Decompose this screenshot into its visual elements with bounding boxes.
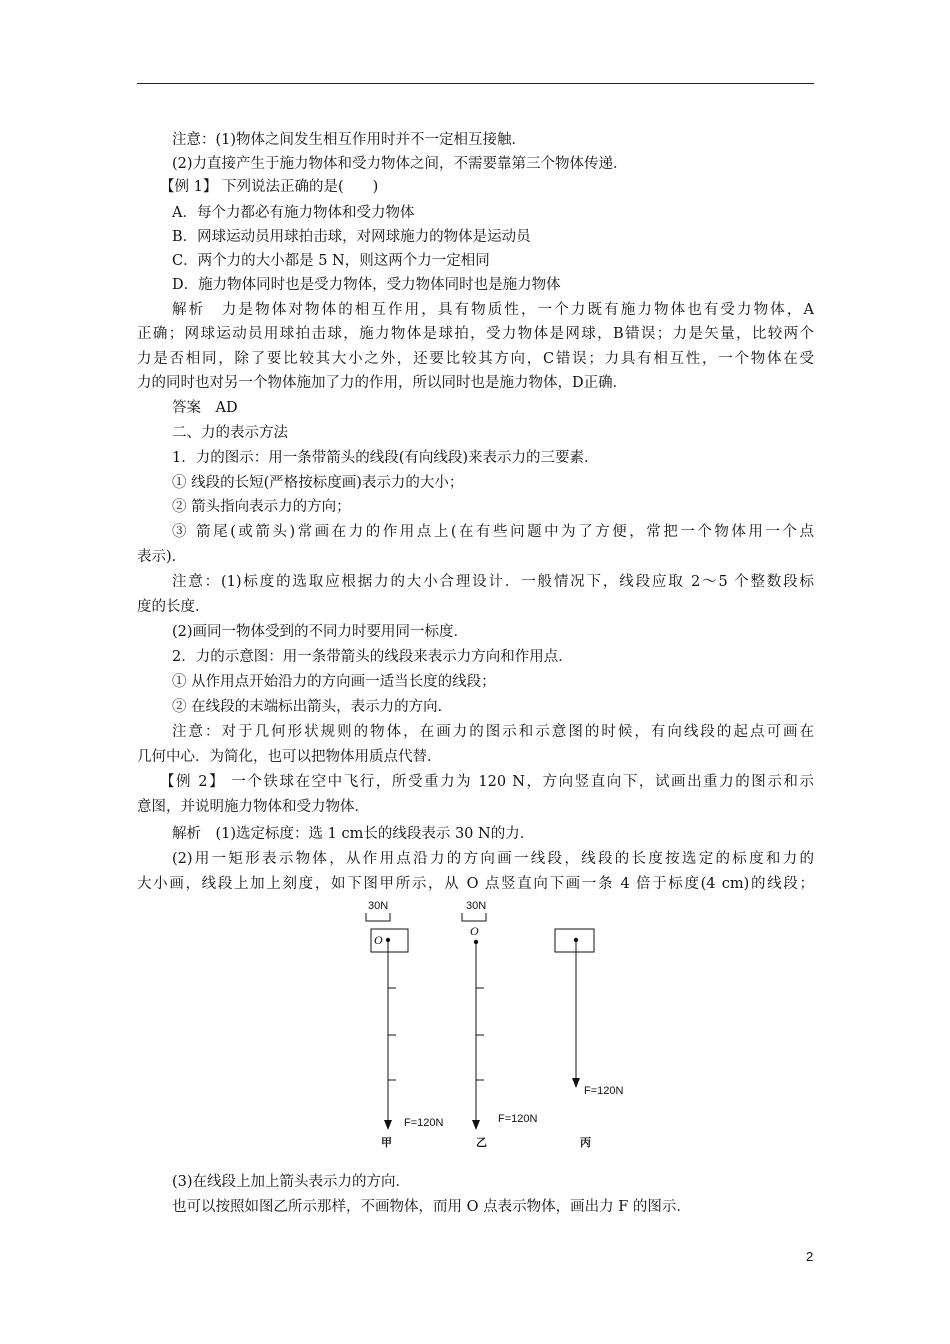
example-2-line-1: 【例 2】 一个铁球在空中飞行，所受重力为 120 N，方向竖直向下，试画出重力的图示和示 [160, 774, 814, 790]
note-geometry-line-1: 注意：对于几何形状规则的物体，在画力的图示和示意图的时候，有向线段的起点可画在 [172, 724, 814, 740]
rule-tail-line-2: 表示)． [137, 549, 187, 565]
arrowhead-bing [572, 1078, 580, 1088]
schematic-step-2: ② 在线段的末端标出箭头，表示力的方向． [172, 699, 453, 715]
caption-yi: 乙 [476, 1136, 487, 1149]
note-scale-line-1: 注意：(1)标度的选取应根据力的大小合理设计．一般情况下，线段应取 2～5 个整数段标 [172, 574, 814, 590]
note-geometry-line-2: 几何中心．为简化，也可以把物体用质点代替． [137, 749, 442, 765]
option-c: C．两个力的大小都是 5 N，则这两个力一定相同 [172, 253, 490, 269]
note-2: (2)力直接产生于施力物体和受力物体之间，不需要靠第三个物体传递． [172, 156, 628, 172]
scale-label-yi: 30N [466, 900, 487, 912]
rule-arrow: ② 箭头指向表示力的方向； [172, 499, 351, 515]
example-2-line-2: 意图，并说明施力物体和受力物体． [137, 799, 369, 815]
scale-bar-yi [462, 913, 486, 921]
option-a: A．每个力都必有施力物体和受力物体 [172, 205, 415, 221]
page-number: 2 [806, 1249, 814, 1264]
arrowhead-yi [472, 1120, 480, 1130]
note-scale-2: (2)画同一物体受到的不同力时要用同一标度． [172, 624, 469, 640]
force-label-yi: F=120N [498, 1113, 538, 1125]
arrowhead-jia [384, 1120, 392, 1130]
rule-tail-line-1: ③ 箭尾(或箭头)常画在力的作用点上(在有些问题中为了方便，常把一个物体用一个点 [172, 524, 814, 540]
note-scale-line-2: 度的长度． [137, 599, 210, 615]
example-1-question: 【例 1】 下列说法正确的是( ) [160, 179, 379, 195]
point-yi [474, 940, 478, 944]
analysis-1-line-2: 正确；网球运动员用球拍击球，施力物体是球拍，受力物体是网球，B错误；力是矢量，比较两个 [137, 326, 814, 342]
analysis-1-line-4: 力的同时也对另一个物体施加了力的作用，所以同时也是施力物体，D正确． [137, 375, 628, 391]
force-diagram-definition: 1．力的图示：用一条带箭头的线段(有向线段)来表示力的三要素． [172, 450, 599, 466]
analysis-2-step-2-line-2: 大小画，线段上加上刻度，如下图甲所示，从 O 点竖直向下画一条 4 倍于标度(4 cm)的线段； [137, 876, 814, 892]
force-label-bing: F=120N [584, 1085, 624, 1097]
header-rule [137, 83, 814, 84]
caption-bing: 丙 [580, 1136, 591, 1149]
point-bing [574, 938, 578, 942]
rule-length: ① 线段的长短(严格按标度画)表示力的大小； [172, 475, 464, 491]
force-label-jia: F=120N [404, 1117, 444, 1129]
analysis-2-closing: 也可以按照如图乙所示那样，不画物体，而用 O 点表示物体，画出力 F 的图示． [172, 1199, 691, 1215]
analysis-1-line-1: 解析 力是物体对物体的相互作用，具有物质性，一个力既有施力物体也有受力物体，A [172, 302, 814, 318]
schematic-step-1: ① 从作用点开始沿力的方向画一适当长度的线段； [172, 674, 496, 690]
analysis-2-step-3: (3)在线段上加上箭头表示力的方向． [172, 1174, 411, 1190]
analysis-2-step-2-line-1: (2)用一矩形表示物体，从作用点沿力的方向画一线段，线段的长度按选定的标度和力的 [172, 851, 814, 867]
answer-1: 答案 AD [172, 400, 238, 416]
analysis-1-line-3: 力是否相同，除了要比较其大小之外，还要比较其方向，C错误；力具有相互性，一个物体在受 [137, 351, 814, 367]
scale-label-jia: 30N [368, 900, 389, 912]
schematic-definition: 2．力的示意图：用一条带箭头的线段来表示力方向和作用点． [172, 649, 573, 665]
scale-bar-jia [366, 913, 390, 921]
section-heading: 二、力的表示方法 [172, 425, 288, 441]
point-jia [386, 938, 390, 942]
point-label-yi: O [470, 924, 479, 938]
point-label-jia: O [374, 933, 383, 947]
note-1: 注意：(1)物体之间发生相互作用时并不一定相互接触． [172, 132, 527, 148]
option-d: D．施力物体同时也是受力物体，受力物体同时也是施力物体 [172, 277, 561, 293]
force-diagram-figure [340, 893, 640, 1153]
caption-jia: 甲 [381, 1136, 392, 1149]
analysis-2-step-1: 解析 (1)选定标度：选 1 cm长的线段表示 30 N的力． [172, 826, 535, 842]
option-b: B．网球运动员用球拍击球，对网球施力的物体是运动员 [172, 229, 531, 245]
